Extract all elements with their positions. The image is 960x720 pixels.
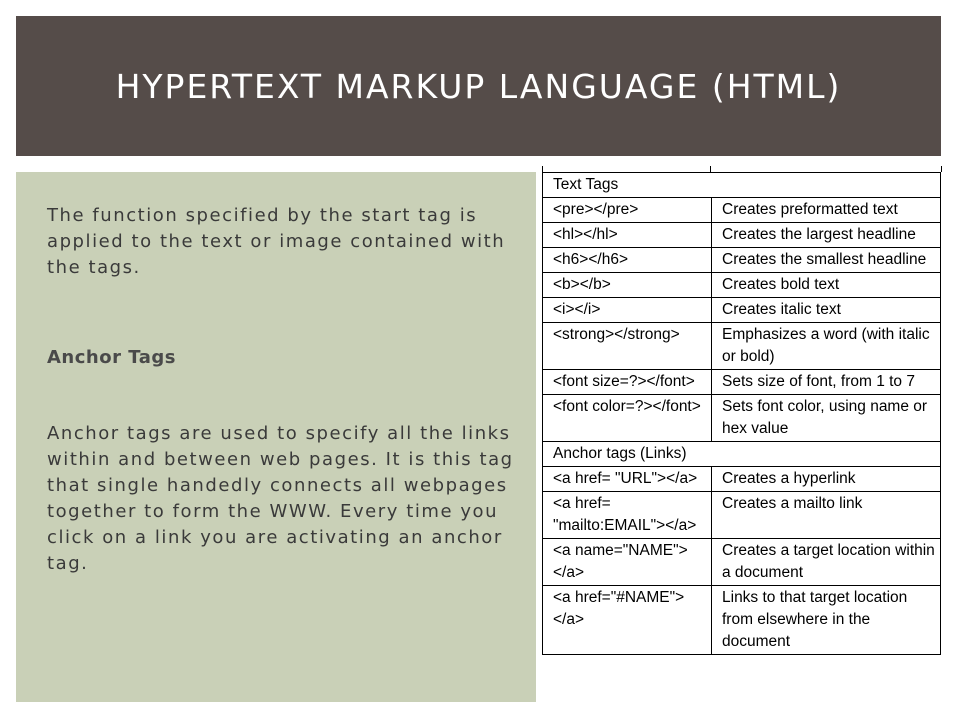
tag-cell: <strong></strong> bbox=[543, 323, 712, 370]
table-row bbox=[543, 467, 941, 492]
tag-cell: <a href= "URL"></a> bbox=[543, 467, 712, 492]
tag-cell: <a name="NAME"></a> bbox=[543, 539, 712, 586]
section-label-anchor-tags: Anchor tags (Links) bbox=[543, 442, 941, 467]
description-cell: Creates the largest headline bbox=[712, 223, 941, 248]
tag-cell: <h6></h6> bbox=[543, 248, 712, 273]
description-cell: Creates italic text bbox=[712, 298, 941, 323]
table-section-header bbox=[543, 173, 941, 198]
tag-cell: <font color=?></font> bbox=[543, 395, 712, 442]
tag-cell: <font size=?></font> bbox=[543, 370, 712, 395]
description-cell: Creates preformatted text bbox=[712, 198, 941, 223]
tag-cell: <a href="#NAME"></a> bbox=[543, 586, 712, 655]
table-row bbox=[543, 298, 941, 323]
description-cell: Creates a mailto link bbox=[712, 492, 941, 539]
table-row bbox=[543, 248, 941, 273]
table-row bbox=[543, 223, 941, 248]
description-cell: Creates bold text bbox=[712, 273, 941, 298]
table-row bbox=[543, 198, 941, 223]
table-row bbox=[543, 395, 941, 442]
table-row bbox=[543, 492, 941, 539]
table-row bbox=[543, 370, 941, 395]
anchor-tags-heading: Anchor Tags bbox=[47, 347, 176, 368]
tag-cell: <a href= "mailto:EMAIL"></a> bbox=[543, 492, 712, 539]
description-cell: Emphasizes a word (with italic or bold) bbox=[712, 323, 941, 370]
tag-cell: <b></b> bbox=[543, 273, 712, 298]
description-cell: Sets size of font, from 1 to 7 bbox=[712, 370, 941, 395]
section-label-text-tags: Text Tags bbox=[543, 173, 941, 198]
table-row bbox=[543, 273, 941, 298]
description-cell: Creates the smallest headline bbox=[712, 248, 941, 273]
table-section-header bbox=[543, 442, 941, 467]
table-row bbox=[543, 539, 941, 586]
description-cell: Creates a target location within a document bbox=[712, 539, 941, 586]
slide-title: HYPERTEXT MARKUP LANGUAGE (HTML) bbox=[115, 66, 842, 106]
tag-cell: <hl></hl> bbox=[543, 223, 712, 248]
description-cell: Creates a hyperlink bbox=[712, 467, 941, 492]
html-tags-table bbox=[542, 172, 941, 655]
description-cell: Links to that target location from elsewhere in the document bbox=[712, 586, 941, 655]
tag-cell: <i></i> bbox=[543, 298, 712, 323]
title-bar bbox=[16, 16, 941, 156]
table-row bbox=[543, 586, 941, 655]
anchor-tags-paragraph: Anchor tags are used to specify all the links within and between web pages. It is this tag that single handedly connects all webpages together to form the WWW. Every time you click on a link you are activating an anchor tag. bbox=[47, 423, 514, 574]
table-row bbox=[543, 323, 941, 370]
description-cell: Sets font color, using name or hex value bbox=[712, 395, 941, 442]
intro-paragraph: The function specified by the start tag is applied to the text or image contained with the tags. bbox=[47, 205, 506, 278]
tag-cell: <pre></pre> bbox=[543, 198, 712, 223]
